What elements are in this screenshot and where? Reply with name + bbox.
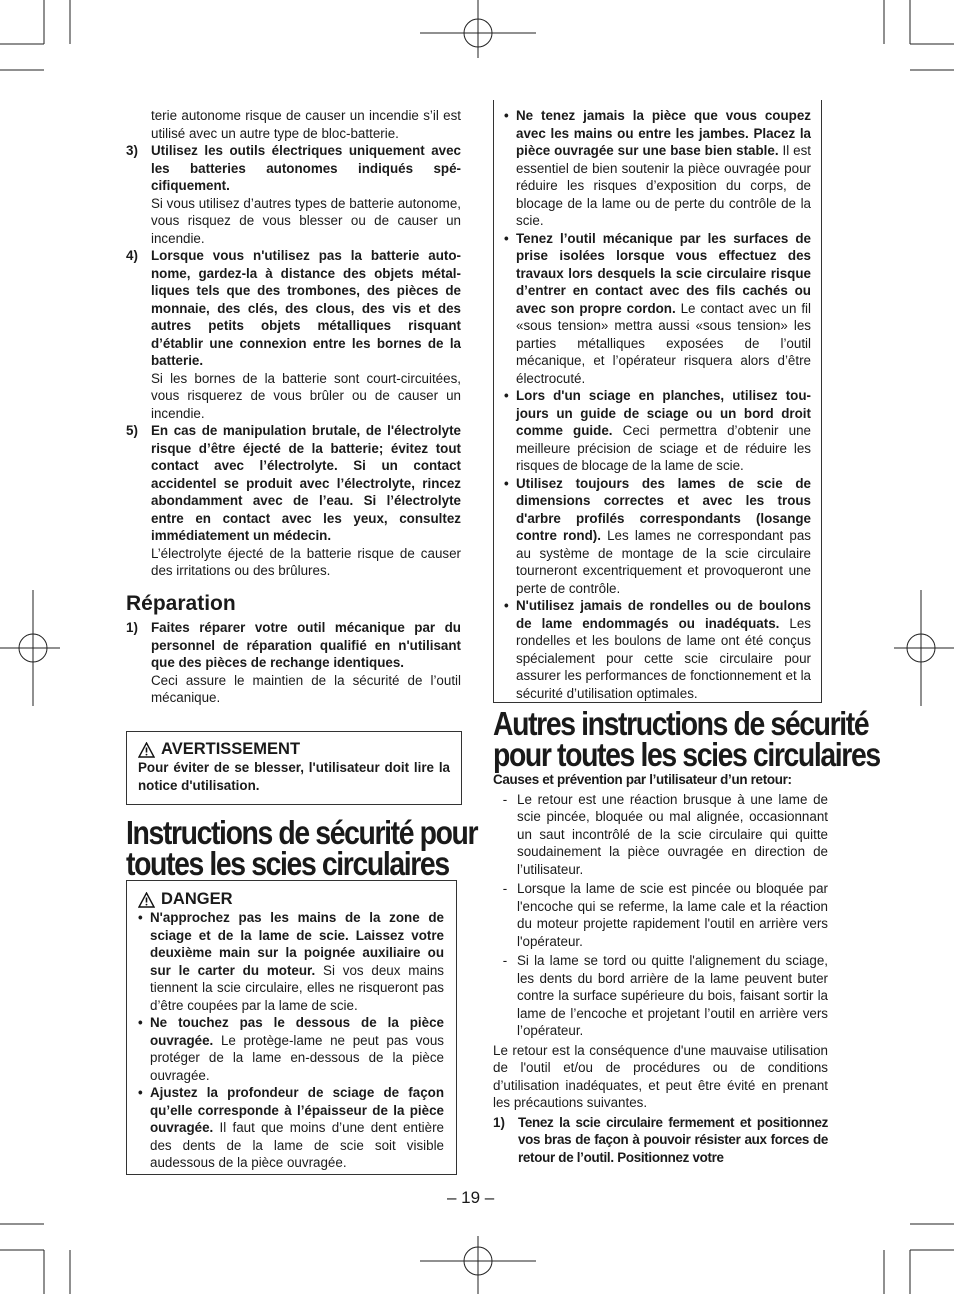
warning-box	[126, 731, 462, 805]
list-item: • Ne tenez jamais la pièce que vous coupez avec les mains ou entre les jambes. Placez la pièce ouvragée sur une base bien stable. Il est essentiel de bien soutenir la pièce ouvragée pour réduire les risques d’exposition du corps, de blocage de la lame ou de perte du contrôle de la scie.	[504, 108, 812, 228]
list-item: • Lors d'un sciage en planches, utilisez toujours un guide de sciage ou un bord droit comme guide. Ceci permettra d’obtenir une meilleure précision de sciage et de réduire les risques de blocage de la lame de scie.	[504, 388, 811, 473]
list-item: • Ne touchez pas le dessous de la pièce ouvragée. Le protège-lame ne peut pas vous protéger de la lame en-dessous de la pièce ouvragée.	[138, 1015, 444, 1083]
intro-text: terie autonome risque de causer un incendie s’il est utilisé avec un autre type de bloc-batterie.	[151, 108, 461, 141]
warning-title: AVERTISSEMENT	[161, 740, 301, 758]
list-item: • Ajustez la profondeur de sciage de façon qu’elle corresponde à l’épaisseur de la pièce ouvragée. Il faut que moins d’une dent entière des dents de la lame de scie soit visible audessous de la pièce ouvragée.	[138, 1085, 444, 1170]
warning-triangle-icon	[138, 742, 155, 758]
warning-text: Pour éviter de se blesser, l'utilisateur doit lire la notice d'utilisation.	[138, 760, 450, 793]
list-item: 1) Faites réparer votre outil mécanique par du personnel de réparation qualifié en n'utilisant que des pièces de rechange identiques.	[126, 620, 461, 670]
repair-list	[126, 619, 461, 707]
list-item: 5) En cas de manipulation brutale, de l'électrolyte risque d’être éjecté de la batterie; évitez tout contact avec l’électrolyte. Si un contact accidentel se produit avec l’électrolyte, rincez abondamment avec de l’eau. Si l’électrolyte entre en contact avec les yeux, consultez immédiatement un médecin.	[126, 423, 461, 543]
right-title-line1: Autres instructions de sécurité	[493, 705, 869, 742]
list-item-desc: L’électrolyte éjecté de la batterie risque de causer des irritations ou des brûlures.	[151, 545, 461, 578]
main-title-line1: Instructions de sécurité pour	[126, 814, 478, 851]
list-item-desc: Ceci assure le maintien de la sécurité de l’outil mécanique.	[151, 672, 461, 705]
list-item: - Si la lame se tord ou quitte l'alignement du sciage, les dents du bord arrière de la lame peuvent buter contre la surface supérieure du bois, faisant sortir la lame de l’encoche et projetant l’outil en arrière vers l’opérateur.	[502, 953, 828, 1038]
list-item: • Tenez l’outil mécanique par les surfaces de prise isolées lorsque vous effectuez des travaux lors desquels la scie circulaire risque d’entrer en contact avec des fils cachés ou avec son propre cordon. Le contact avec un fil «sous tension» mettra aussi «sous tension» les parties métalliques exposées de l’outil mécanique, et l’opérateur risquera alors d’être électrocuté.	[504, 230, 811, 386]
main-title-line2: toutes les scies circulaires	[126, 845, 449, 882]
list-item-desc: Si vous utilisez d’autres types de batterie autonome, vous risquez de vous blesser ou de causer un incendie.	[151, 195, 461, 246]
warning-triangle-icon	[138, 892, 155, 908]
danger-title: DANGER	[161, 890, 233, 908]
danger-box	[126, 880, 457, 1175]
kickback-subheading: Causes et prévention par l’utilisateur d’un retour:	[493, 772, 792, 787]
list-item: 3) Utilisez les outils électriques uniquement avec les batteries autonomes indiqués spécifiquement.	[126, 143, 461, 193]
danger-box-continued	[493, 100, 822, 703]
list-item: • N'approchez pas les mains de la zone de sciage et de la lame de scie. Laissez votre deuxième main sur la poignée auxiliaire ou sur le carter du moteur. Si vos deux mains tiennent la scie circulaire, elles ne risqueront pas d’être coupées par la lame de scie.	[138, 910, 444, 1013]
list-item: • Utilisez toujours des lames de scie de dimensions correctes et avec les trous d'arbre profilés correspondants (losange contre rond). Les lames ne correspondant pas au système de montage de la scie circulaire tourneront excentriquement et provoqueront une perte de contrôle.	[504, 475, 811, 596]
list-item-desc: Si les bornes de la batterie sont court-circuitées, vous risquerez de vous brûler ou de causer un incendie.	[151, 370, 461, 421]
left-column	[126, 107, 461, 580]
right-title-line2: pour toutes les scies circulaires	[493, 736, 880, 773]
right-column-text	[493, 771, 828, 1166]
list-item: 1) Tenez la scie circulaire fermement et positionnez vos bras de façon à pouvoir résister aux forces de retour de l’outil. Positionnez votre	[493, 1114, 828, 1165]
section-heading-reparation: Réparation	[126, 592, 236, 615]
list-item: - Le retour est une réaction brusque à une lame de scie pincée, bloquée ou mal alignée, occasionnant un saut incontrôlé de la scie circulaire qui quitte soudainement la pièce ouvragée en direction de l’utilisateur.	[502, 791, 828, 877]
list-item: - Lorsque la lame de scie est pincée ou bloquée par l'encoche qui se referme, la lame cale et la réaction du moteur projette rapidement l'outil en arrière vers l'opérateur.	[502, 881, 828, 949]
list-item: • N'utilisez jamais de rondelles ou de boulons de lame endommagés ou inadéquats. Les rondelles et les boulons de lame ont été conçus spécialement pour cette scie circulaire pour assurer les performances de fonctionnement et la sécurité d’utilisation optimales.	[504, 598, 811, 701]
kickback-paragraph: Le retour est la conséquence d'une mauvaise utilisation de l'outil et/ou de procédures ou de conditions d’utilisation inadéquates, et peut être évité en prenant les précautions suivantes.	[493, 1042, 828, 1110]
page-number: – 19 –	[447, 1188, 495, 1207]
list-item: 4) Lorsque vous n'utilisez pas la batterie autonome, gardez-la à distance des objets métalliques tels que des trombones, des pièces de monnaie, des clés, des clous, des vis et des autres petits objets métalliques risquant d’établir une connexion entre les bornes de la batterie.	[126, 248, 461, 368]
